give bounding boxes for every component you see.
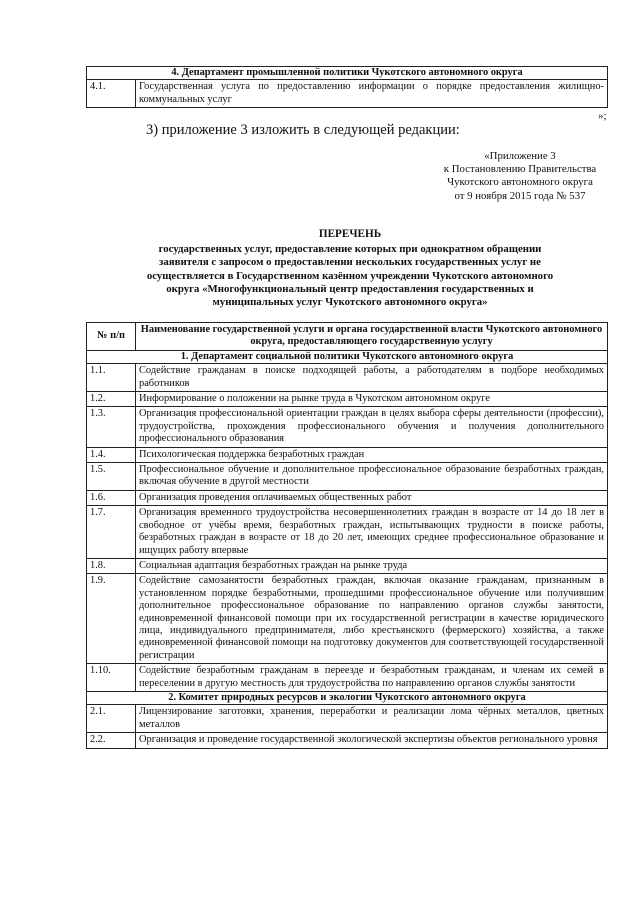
appendix-header (416, 150, 624, 203)
table-row (87, 364, 608, 392)
appendix-line: от 9 ноября 2015 года № 537 (454, 189, 586, 202)
row-text: Психологическая поддержка безработных граждан (136, 447, 608, 462)
document-title (96, 228, 604, 309)
main-table (86, 322, 608, 749)
row-text: Социальная адаптация безработных граждан на рынке труда (136, 558, 608, 573)
row-number: 1.2. (87, 392, 136, 407)
table-row (87, 705, 608, 733)
table-row (87, 664, 608, 692)
table-row (87, 574, 608, 664)
row-text: Организация проведения оплачиваемых общественных работ (136, 490, 608, 505)
title-line: заявителя с запросом о предоставлении нескольких государственных услуг не (159, 256, 541, 269)
table-row (87, 733, 608, 748)
title-line: округа «Многофункциональный центр предоставления государственных и (166, 282, 534, 295)
table-row (87, 490, 608, 505)
row-text: Содействие безработным гражданам в переезде и безработным гражданам, и членам их семей в переселении в другую местность для трудоустройства по направлению органов службы занятости (136, 664, 608, 692)
row-text: Содействие гражданам в поиске подходящей работы, а работодателям в подборе необходимых работников (136, 364, 608, 392)
section-title: 1. Департамент социальной политики Чукотского автономного округа (87, 350, 608, 363)
appendix-line: Чукотского автономного округа (447, 176, 593, 189)
title-line: муниципальных услуг Чукотского автономного округа» (212, 296, 488, 309)
row-number: 4.1. (87, 80, 136, 108)
header-name: Наименование государственной услуги и органа государственной власти Чукотского автономного округа, предоставляющего государственную услугу (136, 323, 608, 351)
section-row (87, 350, 608, 363)
table-row (87, 558, 608, 573)
row-text: Государственная услуга по предоставлению информации о порядке предоставления жилищно-коммунальных услуг (136, 80, 608, 108)
section-title: 4. Департамент промышленной политики Чукотского автономного округа (87, 67, 608, 80)
row-number: 1.10. (87, 664, 136, 692)
table-row (87, 392, 608, 407)
title-heading: ПЕРЕЧЕНЬ (318, 228, 382, 240)
table-row (87, 506, 608, 559)
row-number: 2.1. (87, 705, 136, 733)
row-number: 1.4. (87, 447, 136, 462)
row-text: Организация профессиональной ориентации граждан в целях выбора сферы деятельности (профессии), трудоустройства, прохождения профессионального обучения и получения дополнительного профессионального образования (136, 407, 608, 447)
table-row (87, 80, 608, 108)
row-text: Организация и проведение государственной экологической экспертизы объектов регионального уровня (136, 733, 608, 748)
section-title: 2. Комитет природных ресурсов и экологии Чукотского автономного округа (87, 691, 608, 704)
top-table (86, 66, 608, 108)
section-row (87, 67, 608, 80)
row-number: 2.2. (87, 733, 136, 748)
table-row (87, 463, 608, 491)
row-text: Информирование о положении на рынке труда в Чукотском автономном округе (136, 392, 608, 407)
title-line: государственных услуг, предоставление которых при однократном обращении (158, 243, 542, 256)
header-num: № п/п (87, 323, 136, 351)
header-row (87, 323, 608, 351)
amendment-text: 3) приложение 3 изложить в следующей редакции: (146, 122, 460, 138)
row-number: 1.5. (87, 463, 136, 491)
row-number: 1.3. (87, 407, 136, 447)
row-text: Содействие самозанятости безработных граждан, включая оказание гражданам, признанным в установленном порядке безработными, прошедшими профессиональное обучение или получившим дополнительное профессиональное образование по направлению органов службы занятости, единовременной финансовой помощи при их государственной регистрации в качестве юридического лица, индивидуального предпринимателя, либо крестьянского (фермерского) хозяйства, а также единовременной финансовой помощи на подготовку документов для соответствующей государственной регистрации (136, 574, 608, 664)
row-number: 1.1. (87, 364, 136, 392)
row-text: Организация временного трудоустройства несовершеннолетних граждан в возрасте от 14 до 18 лет в свободное от учёбы время, безработных граждан, испытывающих трудности в поиске работы, безработных граждан в возрасте от 18 до 20 лет, имеющих среднее профессиональное образование и ищущих работу впервые (136, 506, 608, 559)
row-number: 1.6. (87, 490, 136, 505)
appendix-line: к Постановлению Правительства (443, 163, 597, 176)
table-row (87, 447, 608, 462)
appendix-line: «Приложение 3 (484, 150, 556, 162)
row-number: 1.8. (87, 558, 136, 573)
row-text: Лицензирование заготовки, хранения, переработки и реализации лома чёрных металлов, цветных металлов (136, 705, 608, 733)
title-line: осуществляется в Государственном казённом учреждении Чукотского автономного (146, 269, 554, 282)
row-number: 1.9. (87, 574, 136, 664)
quote-end: »; (598, 110, 607, 122)
table-row (87, 407, 608, 447)
row-number: 1.7. (87, 506, 136, 559)
section-row (87, 691, 608, 704)
row-text: Профессиональное обучение и дополнительное профессиональное образование безработных граждан, включая обучение в другой местности (136, 463, 608, 491)
